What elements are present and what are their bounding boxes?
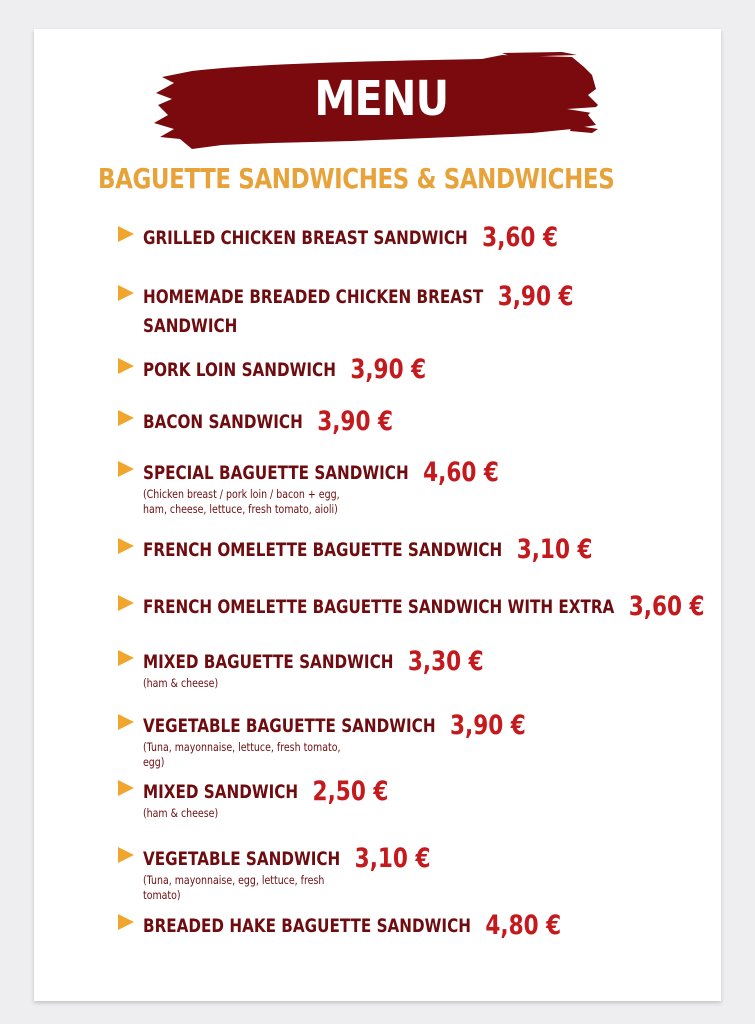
item-price: 3,60 €: [628, 591, 705, 622]
item-price: 3,90 €: [317, 406, 394, 437]
item-name: FRENCH OMELETTE BAGUETTE SANDWICH WITH EXTRA: [143, 596, 615, 618]
triangle-bullet-icon: [118, 650, 134, 666]
item-description: (ham & cheese): [143, 806, 219, 820]
item-price: 3,90 €: [449, 710, 526, 741]
item-price: 3,30 €: [407, 646, 484, 677]
item-name: PORK LOIN SANDWICH: [143, 359, 336, 381]
item-name: FRENCH OMELETTE BAGUETTE SANDWICH: [143, 539, 503, 561]
menu-title: MENU: [314, 71, 449, 127]
item-description: (ham & cheese): [143, 676, 219, 690]
item-price: 3,60 €: [482, 222, 559, 253]
item-description: (Tuna, mayonnaise, egg, lettuce, fresh tomato): [143, 873, 325, 902]
item-name: HOMEMADE BREADED CHICKEN BREAST: [143, 286, 484, 308]
triangle-bullet-icon: [118, 914, 134, 930]
item-price: 3,90 €: [350, 354, 427, 385]
triangle-bullet-icon: [118, 285, 134, 301]
item-price: 3,10 €: [354, 843, 431, 874]
triangle-bullet-icon: [118, 358, 134, 374]
triangle-bullet-icon: [118, 714, 134, 730]
item-name: BREADED HAKE BAGUETTE SANDWICH: [143, 915, 471, 937]
item-price: 2,50 €: [312, 776, 389, 807]
item-name: GRILLED CHICKEN BREAST SANDWICH: [143, 227, 468, 249]
item-name: MIXED BAGUETTE SANDWICH: [143, 651, 394, 673]
triangle-bullet-icon: [118, 538, 134, 554]
item-name: VEGETABLE SANDWICH: [143, 848, 341, 870]
triangle-bullet-icon: [118, 595, 134, 611]
item-name: SPECIAL BAGUETTE SANDWICH: [143, 462, 409, 484]
triangle-bullet-icon: [118, 226, 134, 242]
item-name: VEGETABLE BAGUETTE SANDWICH: [143, 715, 436, 737]
item-name-line2: SANDWICH: [143, 315, 238, 337]
item-price: 3,10 €: [516, 534, 593, 565]
item-price: 3,90 €: [497, 281, 574, 312]
triangle-bullet-icon: [118, 461, 134, 477]
item-price: 4,60 €: [423, 457, 499, 488]
section-title: BAGUETTE SANDWICHES & SANDWICHES: [98, 162, 615, 195]
menu-page: [34, 29, 721, 1001]
item-name: BACON SANDWICH: [143, 411, 303, 433]
menu-banner: [152, 49, 602, 149]
item-name: MIXED SANDWICH: [143, 781, 299, 803]
item-description: (Chicken breast / pork loin / bacon + egg, ham, cheese, lettuce, fresh tomato, aioli): [143, 487, 340, 516]
triangle-bullet-icon: [118, 410, 134, 426]
item-description: (Tuna, mayonnaise, lettuce, fresh tomato, egg): [143, 740, 341, 769]
triangle-bullet-icon: [118, 780, 134, 796]
triangle-bullet-icon: [118, 847, 134, 863]
item-price: 4,80 €: [485, 910, 562, 941]
